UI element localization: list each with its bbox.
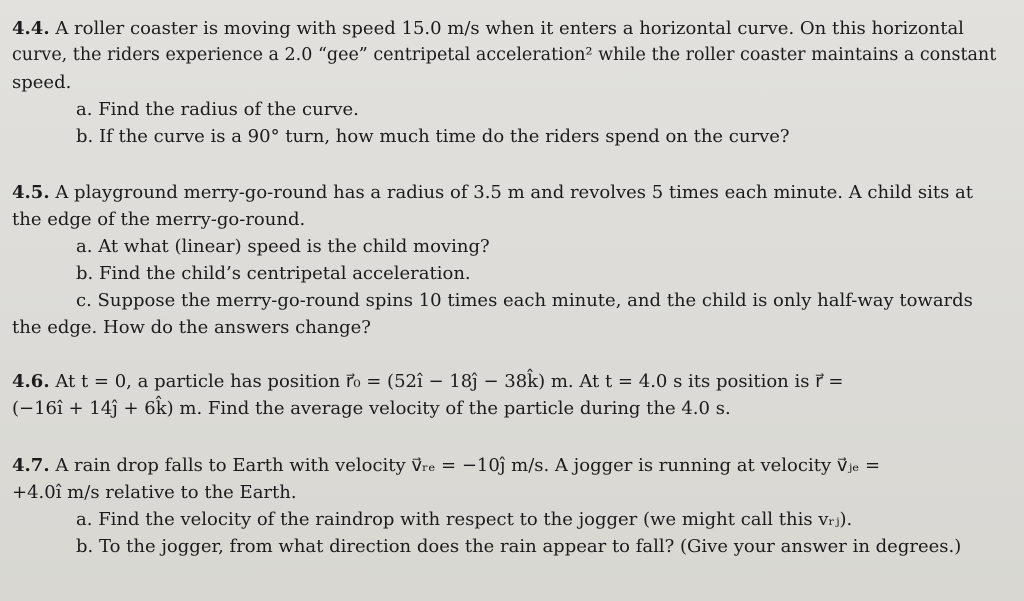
- problem-line: +4.0î m/s relative to the Earth.: [12, 482, 297, 503]
- part-text: Find the radius of the curve.: [98, 99, 359, 120]
- problem-4-5: [12, 179, 996, 341]
- problem-part-b: [12, 533, 996, 560]
- problem-first-line: [12, 15, 996, 42]
- problem-part-b: [12, 260, 996, 287]
- problem-first-line: [12, 368, 996, 395]
- part-text: Find the child’s centripetal acceleration.: [98, 263, 471, 284]
- part-text: If the curve is a 90° turn, how much time do the riders spend on the curve?: [98, 126, 790, 147]
- problem-4-4: [12, 15, 996, 150]
- problem-line: the edge of the merry-go-round.: [12, 209, 306, 230]
- problem-part-b: [12, 123, 996, 150]
- part-text: At what (linear) speed is the child moving?: [98, 236, 490, 257]
- part-label: b.: [76, 536, 94, 557]
- part-text: Find the velocity of the raindrop with respect to the jogger (we might call this vᵣⱼ).: [98, 509, 853, 530]
- problem-line: curve, the riders experience a 2.0 “gee” centripetal acceleration² while the roller coaster maintains a constant: [12, 45, 997, 65]
- problem-number: 4.6.: [12, 371, 50, 392]
- part-label: b.: [76, 126, 94, 147]
- problem-part-a: [12, 506, 996, 533]
- part-label: a.: [76, 236, 93, 257]
- problem-number: 4.5.: [12, 182, 50, 203]
- problem-first-line: [12, 179, 996, 206]
- problem-text: At t = 0, a particle has position r⃗₀ = (52î − 18ĵ − 38k̂) m. At t = 4.0 s its position is r⃗ =: [55, 371, 844, 392]
- problem-text: A roller coaster is moving with speed 15.0 m/s when it enters a horizontal curve. On this horizontal: [55, 18, 964, 39]
- problem-line: speed.: [12, 72, 72, 93]
- problem-text: A playground merry-go-round has a radius of 3.5 m and revolves 5 times each minute. A child sits at: [55, 182, 974, 203]
- problem-4-6: [12, 368, 996, 422]
- part-label: a.: [76, 99, 93, 120]
- problem-first-line: [12, 452, 996, 479]
- problem-number: 4.7.: [12, 455, 50, 476]
- part-label: b.: [76, 263, 94, 284]
- part-label: a.: [76, 509, 93, 530]
- problem-4-7: [12, 452, 996, 560]
- part-text: Suppose the merry-go-round spins 10 times each minute, and the child is only half-way towards: [97, 290, 973, 311]
- part-label: c.: [76, 290, 92, 311]
- problem-part-c-continuation: the edge. How do the answers change?: [12, 317, 371, 338]
- problem-part-a: [12, 233, 996, 260]
- problem-part-a: [12, 96, 996, 123]
- problem-text: A rain drop falls to Earth with velocity v⃗ᵣₑ = −10ĵ m/s. A jogger is running at velocity v⃗ⱼₑ =: [55, 455, 881, 476]
- problem-line: (−16î + 14ĵ + 6k̂) m. Find the average velocity of the particle during the 4.0 s.: [12, 398, 731, 419]
- problem-part-c: [12, 287, 996, 314]
- part-text: To the jogger, from what direction does the rain appear to fall? (Give your answer in degrees.): [98, 536, 962, 557]
- problem-number: 4.4.: [12, 18, 50, 39]
